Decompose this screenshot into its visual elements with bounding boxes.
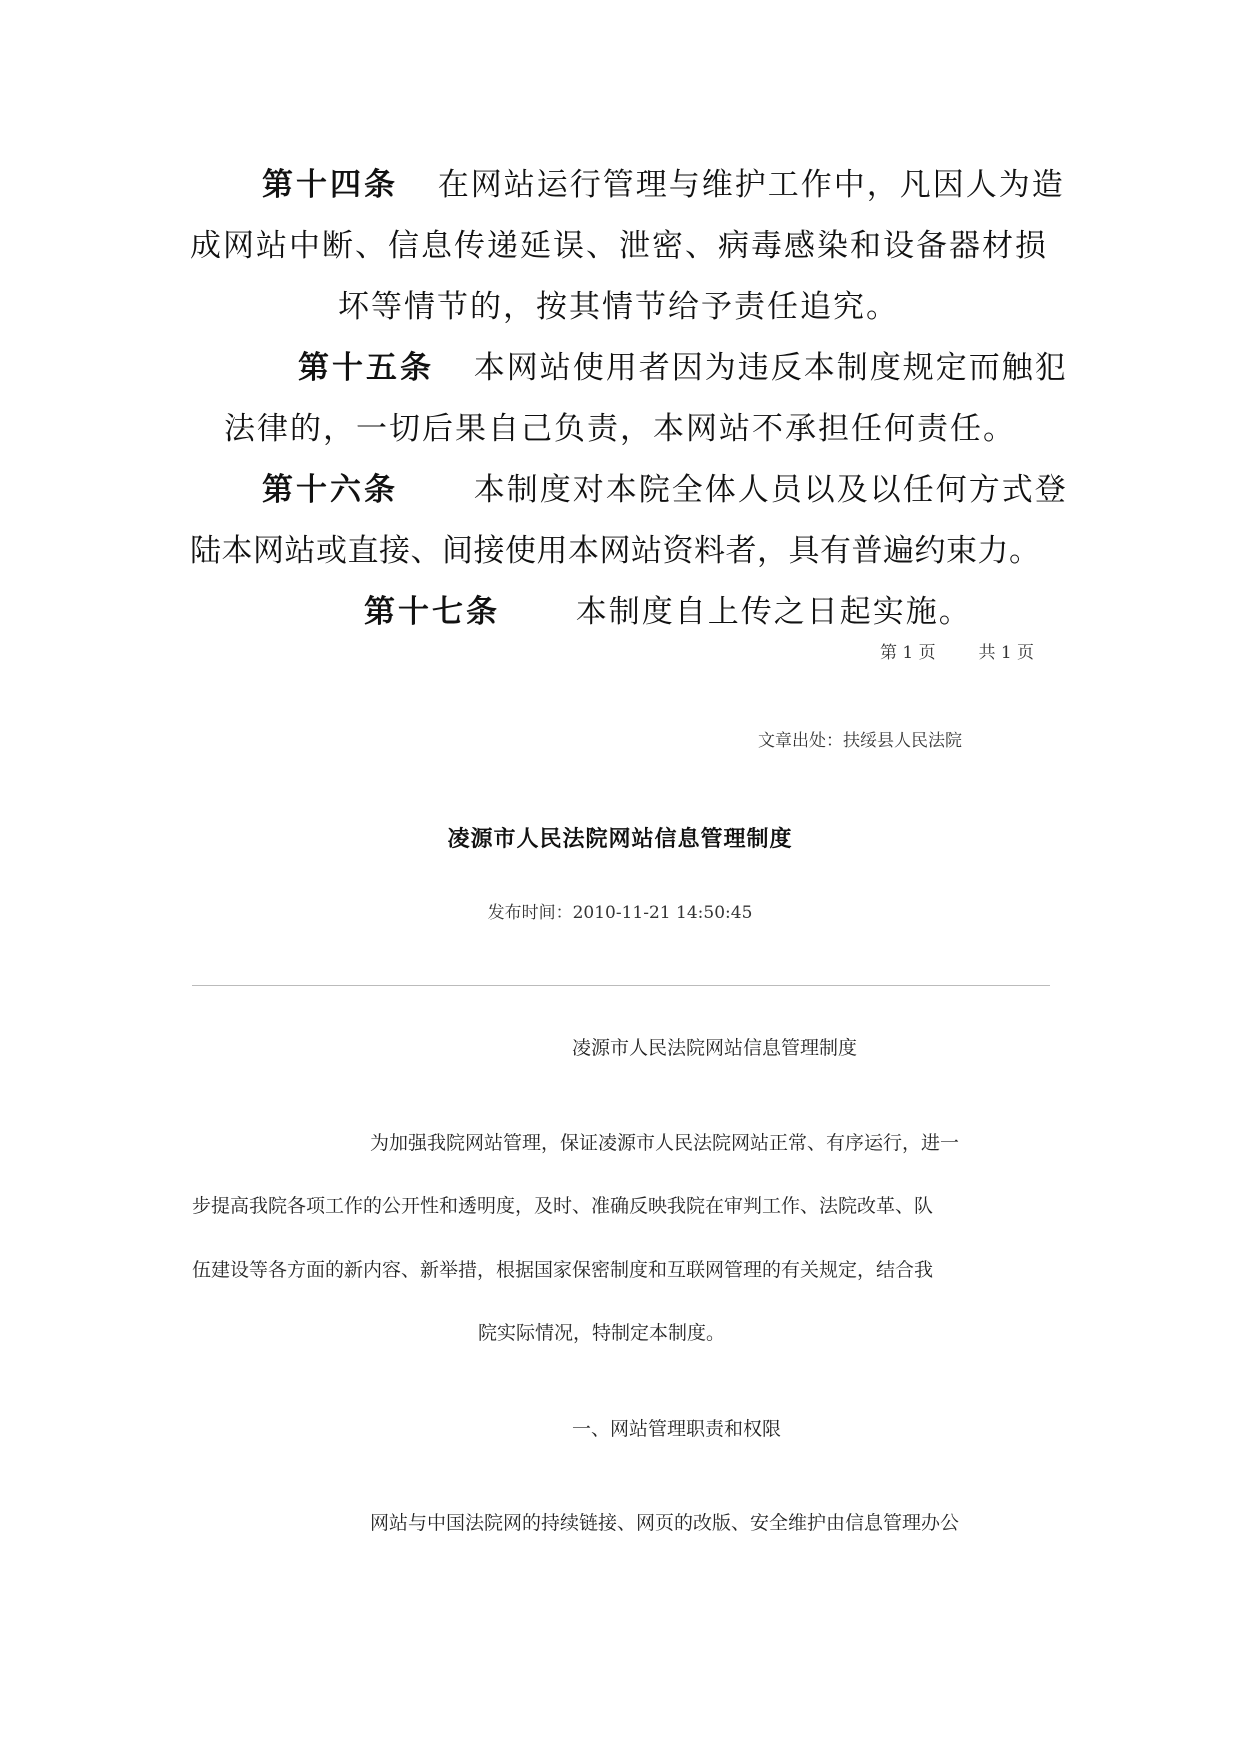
- article-14-line-1: [262, 165, 1065, 205]
- intro-line-3: 伍建设等各方面的新内容、新举措，根据国家保密制度和互联网管理的有关规定，结合我: [192, 1259, 934, 1281]
- article-17-line-1: [364, 592, 972, 632]
- article-source: 文章出处：扶绥县人民法院: [758, 731, 962, 751]
- article-16-label: 第十六条: [262, 472, 398, 508]
- article-17-text-1: 本制度自上传之日起实施。: [575, 594, 972, 630]
- divider: [192, 985, 1050, 986]
- article-15-text-1: 本网站使用者因为违反本制度规定而触犯: [473, 350, 1068, 386]
- intro-line-1: 为加强我院网站管理，保证凌源市人民法院网站正常、有序运行，进一: [370, 1132, 960, 1154]
- article-14-line-2: 成网站中断、信息传递延误、泄密、病毒感染和设备器材损: [190, 228, 1048, 264]
- page-current: 第 1 页: [880, 643, 936, 663]
- article-17-label: 第十七条: [364, 594, 500, 630]
- article-15-line-2: 法律的，一切后果自己负责，本网站不承担任何责任。: [224, 411, 1016, 447]
- intro-line-2: 步提高我院各项工作的公开性和透明度，及时、准确反映我院在审判工作、法院改革、队: [192, 1195, 934, 1217]
- intro-line-4: 院实际情况，特制定本制度。: [478, 1322, 726, 1344]
- pagination: [880, 640, 1034, 666]
- section-1-line-1: 网站与中国法院网的持续链接、网页的改版、安全维护由信息管理办公: [370, 1512, 960, 1534]
- article-16-line-2: 陆本网站或直接、间接使用本网站资料者，具有普遍约束力。: [190, 533, 1041, 569]
- article-14-text-1: 在网站运行管理与维护工作中，凡因人为造: [437, 167, 1065, 203]
- page-total: 共 1 页: [978, 643, 1035, 663]
- article-14-line-3: 坏等情节的，按其情节给予责任追究。: [338, 289, 899, 325]
- article-14-label: 第十四条: [262, 167, 398, 203]
- article-15-label: 第十五条: [298, 350, 434, 386]
- document-subtitle: 凌源市人民法院网站信息管理制度: [572, 1037, 858, 1059]
- publish-time: 发布时间：2010-11-21 14:50:45: [487, 903, 753, 923]
- section-heading: 一、网站管理职责和权限: [572, 1418, 782, 1440]
- article-16-text-1: 本制度对本院全体人员以及以任何方式登: [473, 472, 1068, 508]
- article-15-line-1: [298, 348, 1068, 388]
- page-title: 凌源市人民法院网站信息管理制度: [447, 827, 793, 852]
- article-16-line-1: [262, 470, 1068, 510]
